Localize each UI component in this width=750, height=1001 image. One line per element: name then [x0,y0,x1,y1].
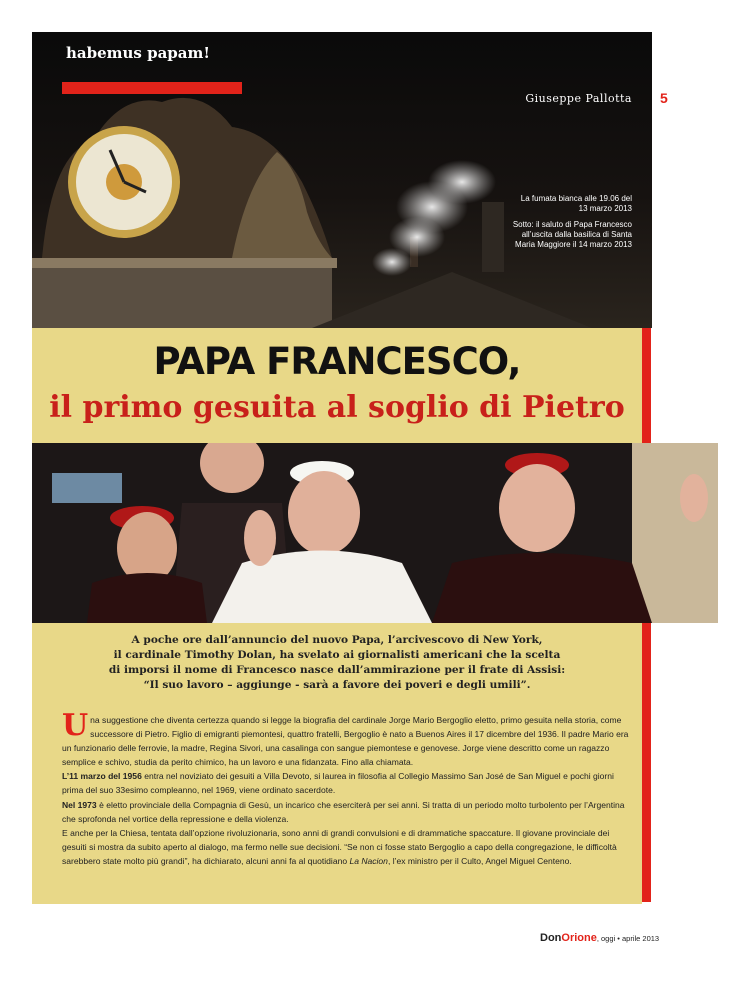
article-title: PAPA FRANCESCO, [153,340,521,383]
body-text: E anche per la Chiesa, tentata dall’opzione rivoluzionaria, sono anni di grandi convulsioni e di drammatiche spaccature. Il giovane provinciale dei gesuiti si mostra da subito aperto al dialogo, ma fermo nelle sue decisioni. “Se non ci fosse stato Bergoglio a capo della congregazione, le difficoltà sarebbero state molto più grandi”, ha dichiarato, alcuni anni fa al quotidiano [62,827,617,866]
body-text: , l’ex ministro per il Culto, Angel Miguel Centeno. [387,855,572,866]
lead-line: “Il suo lavoro – aggiunge - sarà a favore dei poveri e degli umili”. [143,679,531,691]
body-paragraph [62,826,630,868]
lead-line: A poche ore dall’annuncio del nuovo Papa, l’arcivescovo di New York, [131,634,543,646]
lead-paragraph [92,633,582,693]
author-name: Giuseppe Pallotta [525,92,632,105]
photo-caption [512,194,632,256]
body-text: è eletto provinciale della Compagnia di Gesù, un incarico che eserciterà per sei anni. Si tratta di un periodo molto turbolento per l’Argentina che sprofonda nel vortice della repressione e della violenza. [62,799,625,824]
footer-brand [540,928,659,946]
article-body-box [32,623,642,904]
drop-cap: U [62,708,89,743]
body-text: na suggestione che diventa certezza quando si legge la biografia del cardinale Jorge Mario Bergoglio eletto, primo gesuita nella storia, come successore di Pietro. Figlio di emigranti piemontesi, quattro fratelli, Bergoglio è nato a Buenos Aires il 17 dicembre del 1936. Il padre Mario era un funzionario delle ferrovie, la madre, Regina Sivori, una casalinga con sangue piemontese e genovese. Jorge viene descritto come un ragazzo semplice e schivo, studia da perito chimico, ha un lavoro e una fidanzata. Fino alla chiamata. [62,715,629,768]
section-bar [62,82,242,94]
issue-date: , oggi • aprile 2013 [596,934,660,943]
body-paragraph [62,708,630,769]
caption-smoke: La fumata bianca alle 19.06 del 13 marzo 2013 [520,194,632,213]
caption-greeting: Sotto: il saluto di Papa Francesco all’uscita dalla basilica di Santa Maria Maggiore il 14 marzo 2013 [512,220,632,249]
article-subtitle: il primo gesuita al soglio di Pietro [49,390,625,425]
page-number: 5 [660,90,668,106]
section-title: habemus papam! [66,44,210,62]
body-date: L’11 marzo del 1956 [62,771,142,782]
article-body [62,708,630,868]
pope-greeting-illustration [32,443,718,623]
pope-photo [32,443,718,623]
lead-line: di imporsi il nome di Francesco nasce dall’ammirazione per il frate di Assisi: [108,664,566,676]
brand-don: Don [540,932,562,944]
body-paragraph [62,798,630,826]
body-paragraph [62,769,630,797]
brand-orione: Orione [561,932,597,944]
body-text: entra nel noviziato dei gesuiti a Villa Devoto, si laurea in filosofia al Collegio Massimo San José de San Miguel e pochi giorni prima del suo 33esimo compleanno, nel 1969, viene ordinato sacerdote. [62,771,614,796]
clock-and-smoke-illustration [32,32,652,328]
body-date: Nel 1973 [62,799,97,810]
smoke-photo [32,32,652,328]
lead-line: il cardinale Timothy Dolan, ha svelato ai giornalisti americani che la scelta [113,649,561,661]
newspaper-name: La Nacion [349,855,388,866]
title-box [32,328,642,443]
